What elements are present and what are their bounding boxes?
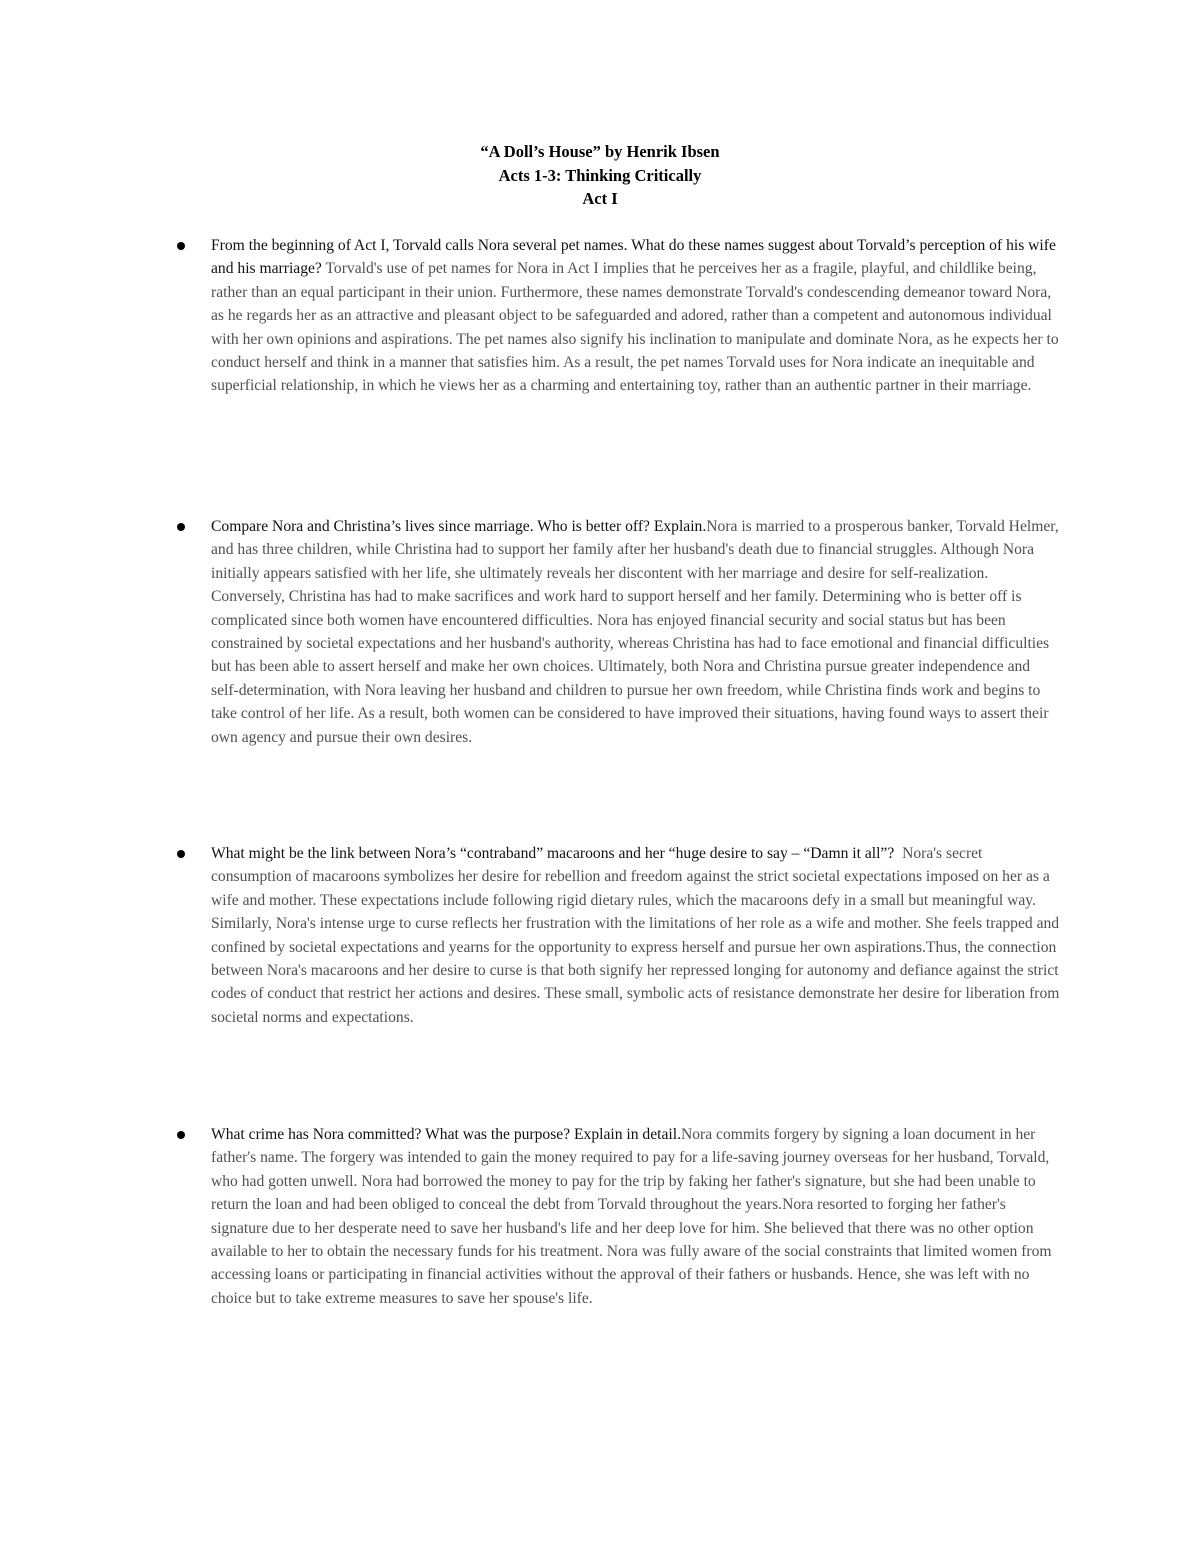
question-text: What crime has Nora committed? What was the purpose? Explain in detail.	[211, 1126, 681, 1143]
list-item	[211, 1123, 1061, 1310]
section-heading: Act I	[582, 189, 618, 208]
answer-text: Nora commits forgery by signing a loan document in her father's name. The forgery was intended to gain the money required to pay for a life-saving journey overseas for her husband, Torvald, who had gotten unwell. Nora had borrowed the money to pay for the trip by faking her father's signature, but she had been unable to return the loan and had been obliged to conceal the debt from Torvald throughout the years.Nora resorted to forging her father's signature due to her desperate need to save her husband's life and her deep love for him. She believed that there was no other option available to her to obtain the necessary funds for his treatment. Nora was fully aware of the social constraints that limited women from accessing loans or participating in financial activities without the approval of their fathers or husbands. Hence, she was left with no choice but to take extreme measures to save her spouse's life.	[211, 1126, 1052, 1307]
answer-text: Nora is married to a prosperous banker, Torvald Helmer, and has three children, while Christina had to support her family after her husband's death due to financial struggles. Although Nora initially appears satisfied with her life, she ultimately reveals her discontent with her marriage and desire for self-realization. Conversely, Christina has had to make sacrifices and work hard to support herself and her family. Determining who is better off is complicated since both women have encountered difficulties. Nora has enjoyed financial security and social status but has been constrained by societal expectations and her husband's authority, whereas Christina has had to face emotional and financial difficulties but has been able to assert herself and make her own choices. Ultimately, both Nora and Christina pursue greater independence and self-determination, with Nora leaving her husband and children to pursue her own freedom, while Christina finds work and begins to take control of her life. As a result, both women can be considered to have improved their situations, having found ways to assert their own agency and pursue their own desires.	[211, 518, 1059, 746]
bullet-icon	[177, 523, 185, 531]
question-text: Compare Nora and Christina’s lives since marriage. Who is better off? Explain.	[211, 518, 707, 535]
answer-text: Nora's secret consumption of macaroons symbolizes her desire for rebellion and freedom against the strict societal expectations imposed on her as a wife and mother. These expectations include following rigid dietary rules, which the macaroons defy in a small but meaningful way. Similarly, Nora's intense urge to curse reflects her frustration with the limitations of her role as a wife and mother. She feels trapped and confined by societal expectations and yearns for the opportunity to express herself and pursue her own aspirations.Thus, the connection between Nora's macaroons and her desire to curse is that both signify her repressed longing for autonomy and defiance against the strict codes of conduct that restrict her actions and desires. These small, symbolic acts of resistance demonstrate her desire for liberation from societal norms and expectations.	[211, 845, 1060, 1026]
list-item	[211, 842, 1061, 1029]
title-block	[0, 140, 1200, 211]
list-item	[211, 234, 1061, 398]
bullet-icon	[177, 242, 185, 250]
bullet-icon	[177, 1131, 185, 1139]
list-item	[211, 515, 1061, 749]
document-title: “A Doll’s House” by Henrik Ibsen	[480, 142, 720, 161]
bullet-icon	[177, 850, 185, 858]
question-text: From the beginning of Act I, Torvald calls Nora several pet names. What do these names suggest about Torvald’s perception of his wife and his marriage?	[211, 237, 1056, 278]
answer-text: Torvald's use of pet names for Nora in Act I implies that he perceives her as a fragile, playful, and childlike being, rather than an equal participant in their union. Furthermore, these names demonstrate Torvald's condescending demeanor toward Nora, as he regards her as an attractive and pleasant object to be safeguarded and adored, rather than a competent and autonomous individual with her own opinions and aspirations. The pet names also signify his inclination to manipulate and dominate Nora, as he expects her to conduct herself and think in a manner that satisfies him. As a result, the pet names Torvald uses for Nora indicate an inequitable and superficial relationship, in which he views her as a charming and entertaining toy, rather than an authentic partner in their marriage.	[211, 260, 1059, 395]
question-text: What might be the link between Nora’s “contraband” macaroons and her “huge desire to say – “Damn it all”?	[211, 845, 895, 862]
document-subtitle: Acts 1-3: Thinking Critically	[498, 165, 702, 185]
